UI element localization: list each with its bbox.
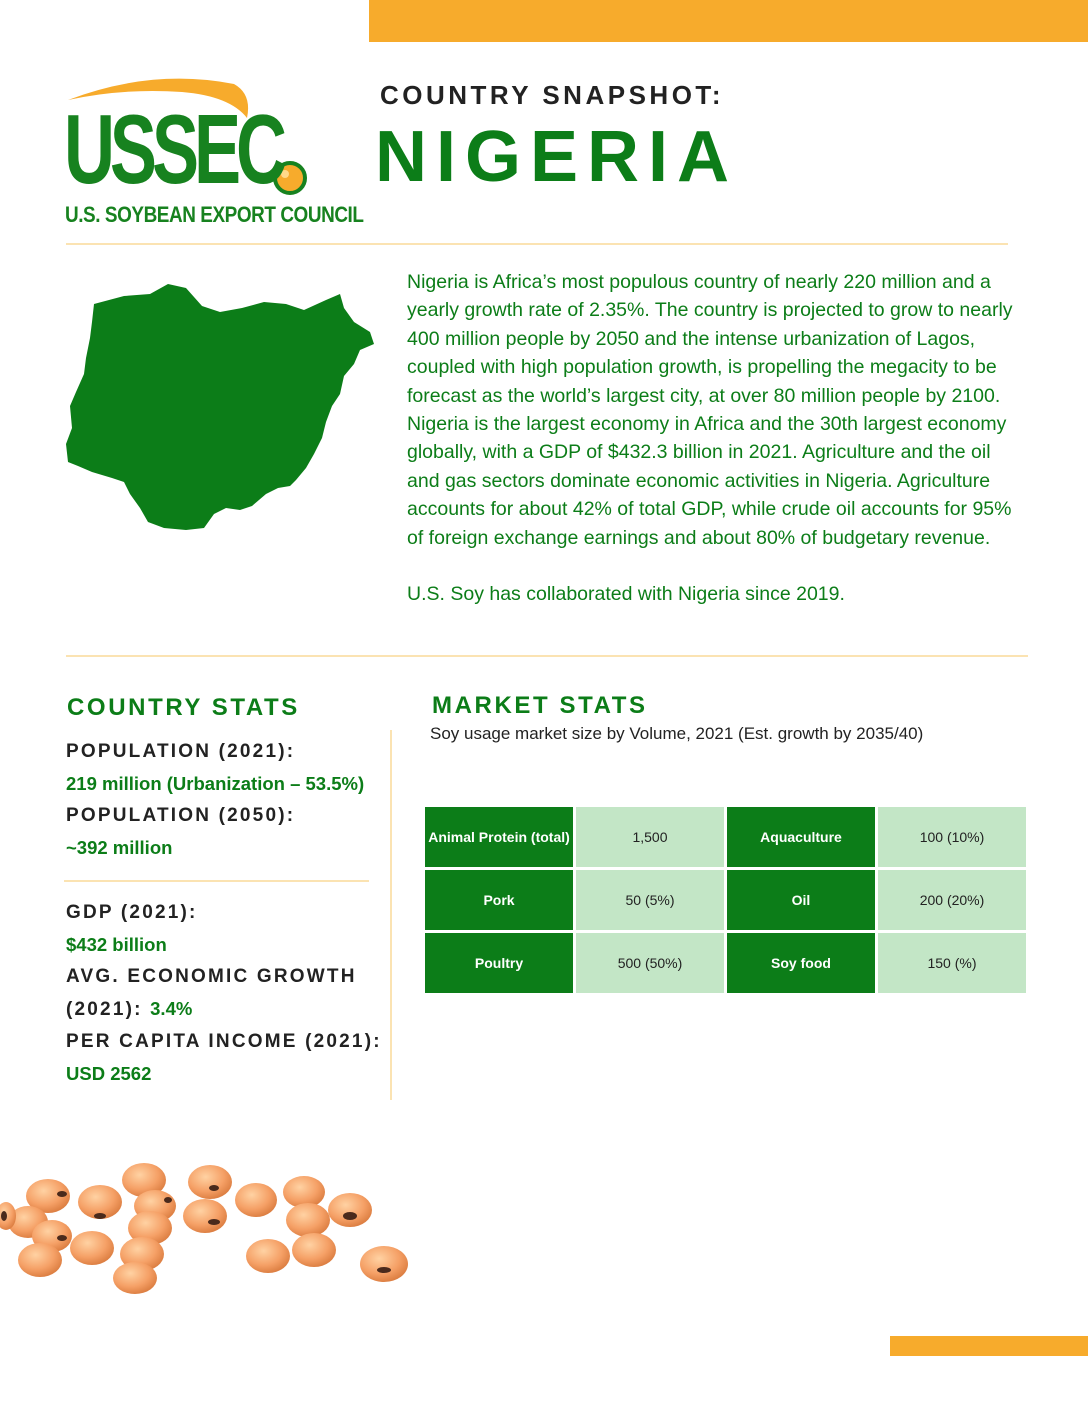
- ussec-logo: [62, 78, 364, 233]
- bottom-accent-bar: [890, 1336, 1088, 1356]
- population-2050-label: POPULATION (2050):: [66, 805, 296, 826]
- table-cell: Aquaculture: [726, 806, 877, 869]
- gdp-value: $432 billion: [66, 934, 167, 955]
- page-kicker: COUNTRY SNAPSHOT:: [380, 80, 725, 110]
- market-stats-table: [422, 804, 1029, 996]
- page-title: NIGERIA: [375, 117, 739, 197]
- per-capita-value: USD 2562: [66, 1063, 152, 1084]
- population-2021-value: 219 million (Urbanization – 53.5%): [66, 773, 365, 794]
- soybeans-image: [0, 1150, 420, 1300]
- country-stats-heading: COUNTRY STATS: [67, 694, 300, 721]
- logo-subtitle: U.S. SOYBEAN EXPORT COUNCIL: [65, 202, 364, 227]
- divider-vertical: [390, 730, 392, 1100]
- table-cell: 150 (%): [877, 932, 1028, 995]
- table-cell: Soy food: [726, 932, 877, 995]
- table-cell: 50 (5%): [575, 869, 726, 932]
- nigeria-map-icon: [64, 282, 376, 538]
- intro-text: [407, 268, 1027, 608]
- table-row: [424, 806, 1028, 869]
- top-accent-bar: [369, 0, 1088, 42]
- divider-stats: [64, 880, 369, 882]
- table-cell: Poultry: [424, 932, 575, 995]
- table-row: [424, 869, 1028, 932]
- collaboration-note: U.S. Soy has collaborated with Nigeria since 2019.: [407, 583, 845, 606]
- per-capita-label: PER CAPITA INCOME (2021):: [66, 1031, 382, 1052]
- table-cell: Animal Protein (total): [424, 806, 575, 869]
- market-stats-heading: MARKET STATS: [432, 692, 648, 719]
- growth-label-year: (2021):: [66, 999, 143, 1020]
- country-stats-list: [66, 736, 396, 1090]
- growth-row: [66, 993, 396, 1026]
- table-cell: Oil: [726, 869, 877, 932]
- logo-wordmark: USSEC: [64, 94, 282, 204]
- table-row: [424, 932, 1028, 995]
- population-2050-value: ~392 million: [66, 837, 173, 858]
- table-cell: 500 (50%): [575, 932, 726, 995]
- table-cell: 100 (10%): [877, 806, 1028, 869]
- table-cell: 1,500: [575, 806, 726, 869]
- intro-paragraph: Nigeria is Africa’s most populous country of nearly 220 million and a yearly growth rate of 2.35%. The country is projected to grow to nearly 400 million people by 2050 and the intense urbanization of Lagos, coupled with high population growth, is propelling the megacity to be forecast as the world’s largest city, at over 80 million people by 2100. Nigeria is the largest economy in Africa and the 30th largest economy globally, with a GDP of $432.3 billion in 2021. Agriculture and the oil and gas sectors dominate economic activities in Nigeria. Agriculture accounts for about 42% of total GDP, while crude oil accounts for 95% of foreign exchange earnings and about 80% of budgetary revenue.: [407, 271, 1013, 549]
- growth-label: AVG. ECONOMIC GROWTH: [66, 966, 357, 987]
- growth-value: 3.4%: [150, 998, 193, 1019]
- divider-middle: [66, 655, 1028, 657]
- table-cell: 200 (20%): [877, 869, 1028, 932]
- table-cell: Pork: [424, 869, 575, 932]
- divider-top: [66, 243, 1008, 245]
- market-stats-subtitle: Soy usage market size by Volume, 2021 (Est. growth by 2035/40): [430, 724, 924, 743]
- population-2021-label: POPULATION (2021):: [66, 741, 296, 762]
- gdp-label: GDP (2021):: [66, 902, 198, 923]
